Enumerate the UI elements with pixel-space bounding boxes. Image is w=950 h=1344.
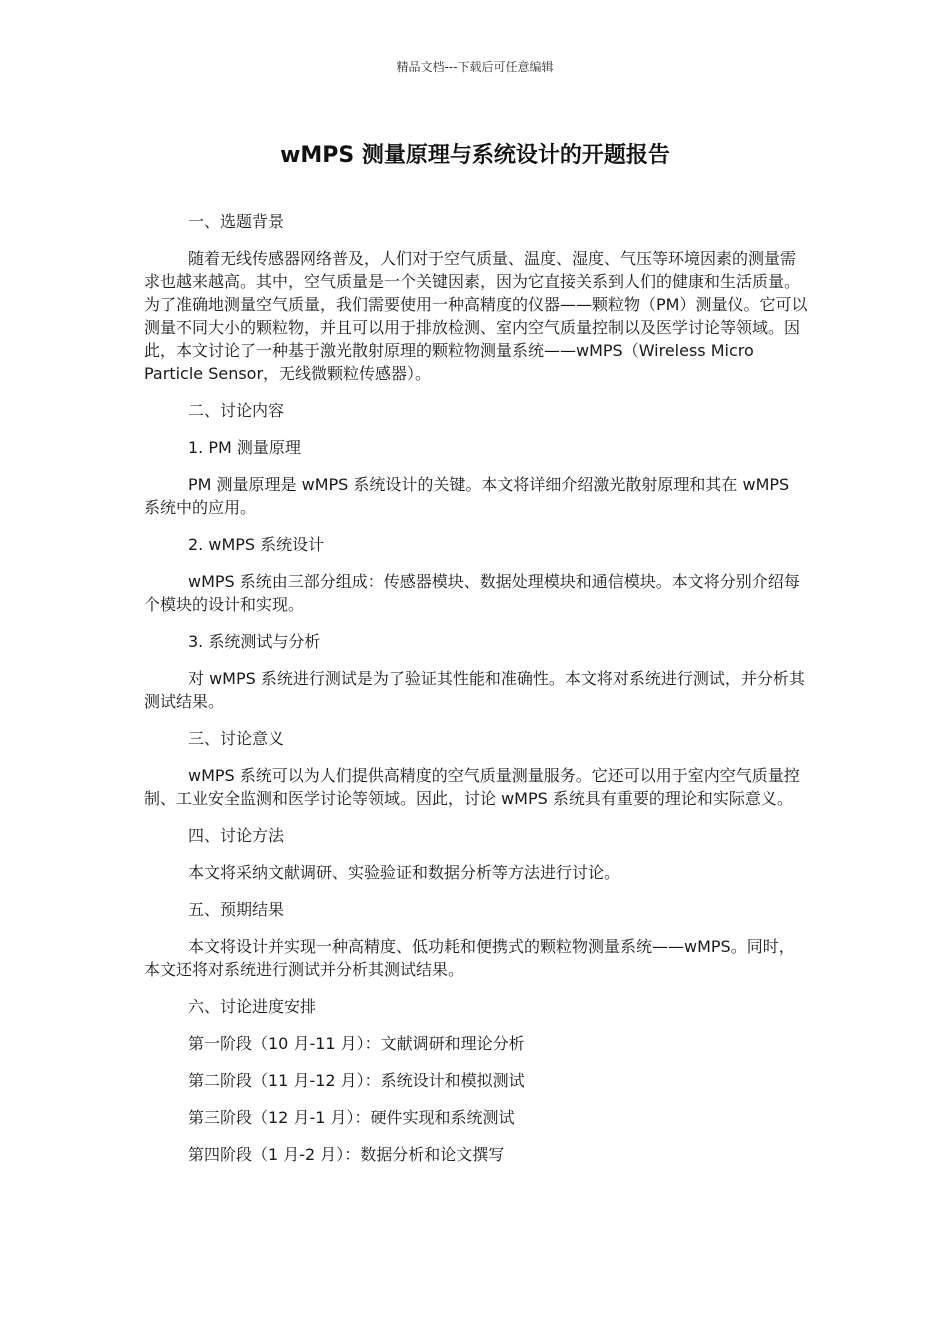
section-heading-methods: 四、讨论方法 xyxy=(188,826,285,845)
paragraph-significance: wMPS 系统可以为人们提供高精度的空气质量测量服务。它还可以用于室内空气质量控制、工业安全监测和医学讨论等领域。因此，讨论 wMPS 系统具有重要的理论和实际意义。 xyxy=(144,766,800,808)
paragraph-pm-principle: PM 测量原理是 wMPS 系统设计的关键。本文将详细介绍激光散射原理和其在 wMPS 系统中的应用。 xyxy=(144,475,790,517)
schedule-item-3: 第三阶段（12 月-1 月）：硬件实现和系统测试 xyxy=(188,1108,515,1127)
section-heading-expected-results: 五、预期结果 xyxy=(188,900,285,919)
schedule-item-4: 第四阶段（1 月-2 月）：数据分析和论文撰写 xyxy=(188,1145,505,1164)
schedule-item-1: 第一阶段（10 月-11 月）：文献调研和理论分析 xyxy=(188,1034,525,1053)
document-title: wMPS 测量原理与系统设计的开题报告 xyxy=(280,143,670,168)
schedule-item-2: 第二阶段（11 月-12 月）：系统设计和模拟测试 xyxy=(188,1071,525,1090)
section-heading-background: 一、选题背景 xyxy=(188,212,285,231)
paragraph-system-design: wMPS 系统由三部分组成：传感器模块、数据处理模块和通信模块。本文将分别介绍每个模块的设计和实现。 xyxy=(144,572,800,614)
paragraph-methods: 本文将采纳文献调研、实验验证和数据分析等方法进行讨论。 xyxy=(188,863,621,882)
paragraph-expected-results: 本文将设计并实现一种高精度、低功耗和便携式的颗粒物测量系统——wMPS。同时，本文还将对系统进行测试并分析其测试结果。 xyxy=(144,937,795,979)
section-heading-significance: 三、讨论意义 xyxy=(188,729,285,748)
document-body xyxy=(144,210,808,1180)
page-header: 精品文档---下载后可任意编辑 xyxy=(396,60,554,74)
paragraph-background: 随着无线传感器网络普及，人们对于空气质量、温度、湿度、气压等环境因素的测量需求也越来越高。其中，空气质量是一个关键因素，因为它直接关系到人们的健康和生活质量。为了准确地测量空气质量，我们需要使用一种高精度的仪器——颗粒物（PM）测量仪。它可以测量不同大小的颗粒物，并且可以用于排放检测、室内空气质量控制以及医学讨论等领域。因此，本文讨论了一种基于激光散射原理的颗粒物测量系统——wMPS（Wireless Micro Particle Sensor，无线微颗粒传感器）。 xyxy=(144,249,808,383)
paragraph-testing: 对 wMPS 系统进行测试是为了验证其性能和准确性。本文将对系统进行测试，并分析其测试结果。 xyxy=(144,669,805,711)
section-heading-content: 二、讨论内容 xyxy=(188,401,285,420)
subheading-pm-principle: 1. PM 测量原理 xyxy=(188,438,301,457)
subheading-testing: 3. 系统测试与分析 xyxy=(188,632,321,651)
subheading-system-design: 2. wMPS 系统设计 xyxy=(188,535,325,554)
section-heading-schedule: 六、讨论进度安排 xyxy=(188,997,317,1016)
